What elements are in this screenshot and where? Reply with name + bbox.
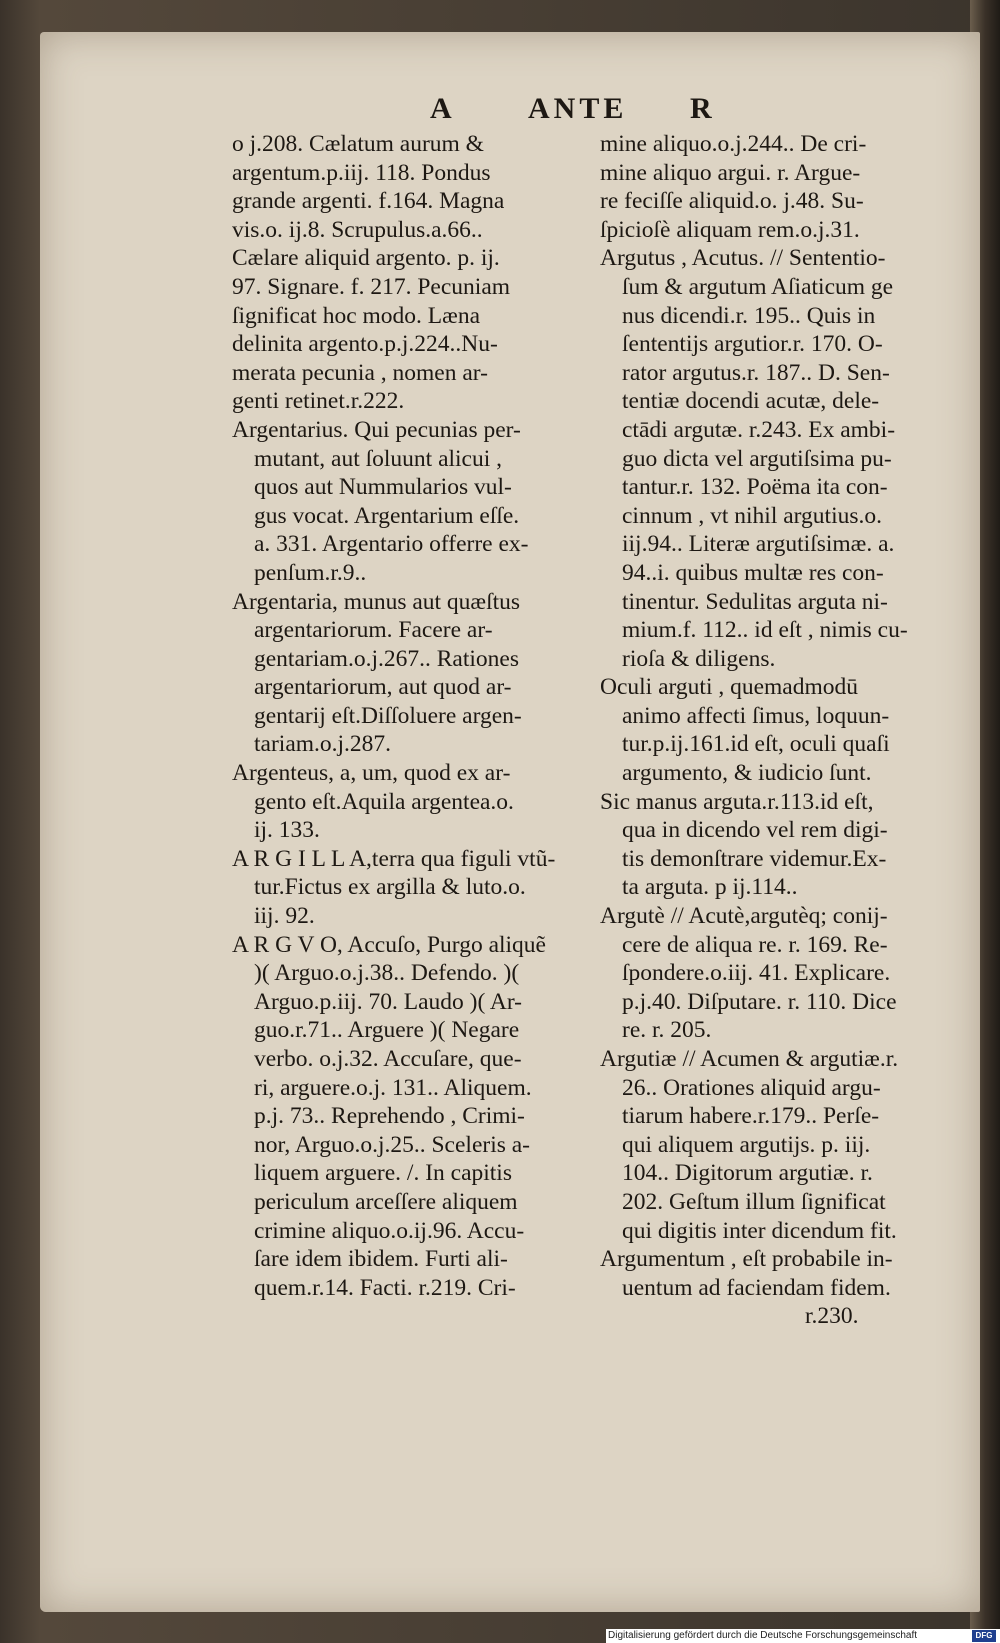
left-column-line: nor, Arguo.o.j.25.. Sceleris a- (254, 1131, 531, 1158)
right-column-line: ctādi argutæ. r.243. Ex ambi- (622, 416, 896, 443)
left-column-line: guo.r.71.. Arguere )( Negare (254, 1017, 520, 1044)
left-column-line: genti retinet.r.222. (232, 388, 405, 415)
left-column-line: Arguo.p.iij. 70. Laudo )( Ar- (254, 988, 523, 1015)
right-column-line: tantur.r. 132. Poëma ita con- (622, 474, 888, 501)
left-column-line: iij. 92. (254, 903, 315, 930)
left-column-line: periculum arceſſere aliquem (254, 1188, 518, 1215)
left-column-line: penſum.r.9.. (254, 559, 367, 586)
left-column-line: ri, arguere.o.j. 131.. Aliquem. (254, 1074, 532, 1101)
right-column-line: re. r. 205. (622, 1017, 712, 1044)
left-column-line: merata pecunia , nomen ar- (232, 359, 488, 386)
right-column-line: qui aliquem argutijs. p. iij. (622, 1131, 871, 1158)
right-column-line: uentum ad faciendam fidem. (622, 1274, 891, 1301)
left-column-line: delinita argento.p.j.224..Nu- (232, 331, 498, 358)
left-column-line: A R G V O, Accuſo, Purgo aliquẽ (232, 931, 546, 958)
left-column-line: ſignificat hoc modo. Læna (232, 302, 481, 329)
left-column-line: p.j. 73.. Reprehendo , Crimi- (254, 1103, 525, 1130)
right-column-line: cere de aliqua re. r. 169. Re- (622, 931, 888, 958)
right-column-line: qua in dicendo vel rem digi- (622, 817, 888, 844)
left-column-line: A R G I L L A,terra qua figuli vtũ- (232, 845, 556, 872)
right-column-line: 26.. Orationes aliquid argu- (622, 1074, 881, 1101)
left-column-line: argentariorum, aut quod ar- (254, 674, 512, 701)
right-column-line: ſum & argutum Aſiaticum ge (622, 273, 894, 300)
right-column-line: re feciſſe aliquid.o. j.48. Su- (600, 188, 864, 215)
left-column-line: mutant, aut ſoluunt alicui , (254, 445, 503, 472)
right-column-line: rator argutus.r. 187.. D. Sen- (622, 359, 890, 386)
left-column-line: quem.r.14. Facti. r.219. Cri- (254, 1274, 516, 1301)
right-column-line: Argutè // Acutè,argutèq; conij- (600, 903, 888, 930)
right-column-line: tur.p.ij.161.id eſt, oculi quaſi (622, 731, 890, 758)
right-column-line: nus dicendi.r. 195.. Quis in (622, 302, 876, 329)
right-column-line: cinnum , vt nihil argutius.o. (622, 502, 883, 529)
right-column-line: tentiæ docendi acutæ, dele- (622, 388, 880, 415)
left-column-line: Argentarius. Qui pecunias per- (232, 416, 521, 443)
left-column-line: a. 331. Argentario offerre ex- (254, 531, 529, 558)
left-column-line: ij. 133. (254, 817, 320, 844)
left-column-line: o j.208. Cælatum aurum & (232, 131, 484, 157)
right-column-line: Argutus , Acutus. // Sententio- (600, 245, 886, 272)
right-column-line: tis demonſtrare videmur.Ex- (622, 845, 887, 872)
left-column-line: Cælare aliquid argento. p. ij. (232, 245, 500, 272)
left-column (232, 130, 584, 1302)
left-column-line: gentarij eſt.Diſſoluere argen- (254, 702, 522, 729)
right-column-line: guo dicta vel argutiſsima pu- (622, 445, 892, 472)
right-column-line: qui digitis inter dicendum fit. (622, 1217, 897, 1244)
left-column-line: tur.Fictus ex argilla & luto.o. (254, 874, 526, 901)
right-column-line: ſpicioſè aliquam rem.o.j.31. (600, 216, 860, 243)
right-column-line: ſententijs argutior.r. 170. O- (622, 331, 883, 358)
right-column (600, 130, 950, 1331)
right-column-line: mine aliquo argui. r. Argue- (600, 159, 861, 186)
right-column-line: ſpondere.o.iij. 41. Explicare. (622, 960, 891, 987)
right-column-line: rioſa & diligens. (622, 645, 776, 672)
right-column-line: r.230. (805, 1303, 859, 1330)
running-head (400, 92, 760, 128)
left-column-line: verbo. o.j.32. Accuſare, que- (254, 1046, 522, 1072)
right-column-line: tiarum habere.r.179.. Perſe- (622, 1103, 880, 1130)
right-column-line: animo affecti ſimus, loquun- (622, 702, 890, 729)
right-column-line: mium.f. 112.. id eſt , nimis cu- (622, 617, 908, 644)
footer-credit: Digitalisierung gefördert durch die Deutsche Forschungsgemeinschaft (608, 1630, 918, 1641)
right-column-line: 202. Geſtum illum ſignificat (622, 1188, 886, 1215)
left-column-line: argentum.p.iij. 118. Pondus (232, 159, 491, 186)
right-column-line: mine aliquo.o.j.244.. De cri- (600, 131, 867, 157)
running-head-left: A (430, 92, 454, 125)
right-column-line: p.j.40. Diſputare. r. 110. Dice (622, 988, 897, 1015)
right-column-line: 94..i. quibus multæ res con- (622, 559, 884, 586)
left-column-line: quos aut Nummularios vul- (254, 474, 512, 501)
right-column-line: Argutiæ // Acumen & argutiæ.r. (600, 1046, 899, 1072)
left-column-line: Argenteus, a, um, quod ex ar- (232, 760, 511, 787)
left-column-line: tariam.o.j.287. (254, 731, 392, 758)
right-column-line: argumento, & iudicio ſunt. (622, 760, 872, 787)
running-head-right: R (690, 92, 714, 125)
left-column-line: argentariorum. Facere ar- (254, 617, 493, 644)
left-column-line: grande argenti. f.164. Magna (232, 188, 505, 215)
left-column-line: Argentaria, munus aut quæſtus (232, 588, 521, 615)
dfg-logo-icon: DFG (972, 1630, 996, 1642)
right-column-line: Oculi arguti , quemadmodū (600, 674, 859, 701)
right-column-line: tinentur. Sedulitas arguta ni- (622, 588, 888, 615)
right-column-line: ta arguta. p ij.114.. (622, 874, 798, 901)
left-column-line: gentariam.o.j.267.. Rationes (254, 645, 519, 672)
left-column-line: gento eſt.Aquila argentea.o. (254, 788, 514, 815)
right-column-line: Sic manus arguta.r.113.id eſt, (600, 788, 874, 815)
right-column-line: 104.. Digitorum argutiæ. r. (622, 1160, 873, 1187)
left-column-line: )( Arguo.o.j.38.. Defendo. )( (254, 960, 520, 987)
left-column-line: gus vocat. Argentarium eſſe. (254, 502, 520, 529)
right-column-line: iij.94.. Literæ argutiſsimæ. a. (622, 531, 895, 558)
left-column-line: crimine aliquo.o.ij.96. Accu- (254, 1217, 525, 1244)
right-column-line: Argumentum , eſt probabile in- (600, 1246, 893, 1273)
left-column-line: vis.o. ij.8. Scrupulus.a.66.. (232, 216, 483, 243)
left-column-line: ſare idem ibidem. Furti ali- (254, 1246, 508, 1273)
running-head-center: ANTE (528, 92, 628, 125)
left-column-line: 97. Signare. f. 217. Pecuniam (232, 273, 511, 300)
left-column-line: liquem arguere. /. In capitis (254, 1160, 512, 1187)
digitization-footer (606, 1629, 1000, 1643)
